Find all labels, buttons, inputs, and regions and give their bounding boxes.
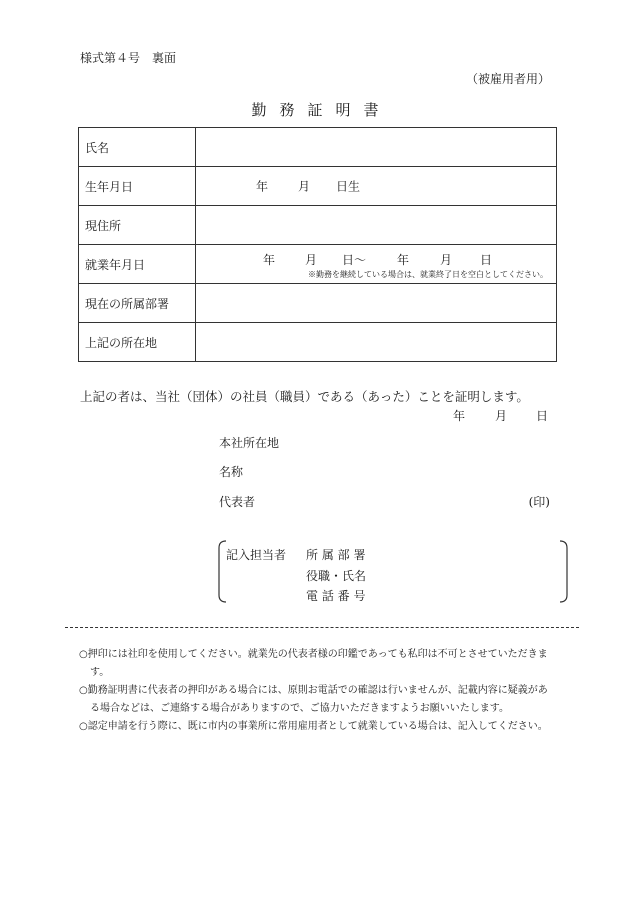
cert-date-day-unit: 日	[536, 409, 549, 423]
writer-label: 記入担当者	[226, 548, 287, 562]
department-location-field[interactable]	[196, 323, 557, 362]
employ-to-day-unit: 日	[480, 253, 493, 267]
name-label: 氏名	[79, 128, 196, 167]
note-item: ○勤務証明書に代表者の押印がある場合には、原則お電話での確認は行いませんが、記載内容に疑義がある場合などは、ご連絡する場合がありますので、ご協力いただきますようお願いいたします。	[79, 685, 548, 714]
table-row	[79, 167, 557, 206]
table-row	[79, 128, 557, 167]
table-row	[79, 206, 557, 245]
seal-mark: (印)	[528, 495, 550, 509]
writer-position-name-label: 役職・氏名	[306, 569, 367, 583]
address-field[interactable]	[196, 206, 557, 245]
employment-note: ※勤務を継続している場合は、就業終了日を空白としてください。	[308, 270, 548, 279]
form-audience: （被雇用者用）	[465, 72, 550, 86]
employ-from-year-unit: 年	[263, 253, 276, 267]
note-item: ○認定申請を行う際に、既に市内の事業所に常用雇用者として就業している場合は、記入してください。	[79, 721, 548, 732]
employment-date-field[interactable]	[196, 245, 557, 284]
right-bracket-icon	[558, 540, 570, 603]
writer-phone-label: 電 話 番 号	[306, 589, 366, 603]
birth-day-unit: 日生	[336, 179, 361, 194]
writer-department-label: 所 属 部 署	[306, 548, 366, 562]
head-office-address-label: 本社所在地	[219, 436, 280, 450]
address-label: 現住所	[79, 206, 196, 245]
employ-to-month-unit: 月	[440, 253, 453, 267]
document-title: 勤務証明書	[251, 101, 392, 119]
company-name-label: 名称	[219, 465, 244, 479]
table-row	[79, 284, 557, 323]
employment-date-label: 就業年月日	[79, 245, 196, 284]
form-number: 様式第４号 裏面	[80, 51, 177, 65]
employee-info-table	[78, 127, 557, 362]
notes-section	[79, 646, 554, 736]
cert-date-month-unit: 月	[495, 409, 508, 423]
employ-from-day-unit: 日～	[342, 253, 367, 267]
cut-line	[65, 627, 579, 628]
employ-to-year-unit: 年	[397, 253, 410, 267]
table-row	[79, 323, 557, 362]
certification-statement: 上記の者は、当社（団体）の社員（職員）である（あった）ことを証明します。	[80, 389, 529, 404]
representative-label: 代表者	[219, 495, 256, 509]
note-item: ○押印には社印を使用してください。就業先の代表者様の印鑑であっても私印は不可とさせていただきます。	[79, 649, 548, 678]
department-label: 現在の所属部署	[79, 284, 196, 323]
cert-date-year-unit: 年	[453, 409, 466, 423]
birth-year-unit: 年	[256, 179, 269, 194]
birthdate-field[interactable]	[196, 167, 557, 206]
employ-from-month-unit: 月	[305, 253, 318, 267]
birth-month-unit: 月	[298, 179, 311, 194]
table-row	[79, 245, 557, 284]
department-field[interactable]	[196, 284, 557, 323]
department-location-label: 上記の所在地	[79, 323, 196, 362]
writer-info-box	[216, 540, 570, 603]
birthdate-label: 生年月日	[79, 167, 196, 206]
name-field[interactable]	[196, 128, 557, 167]
